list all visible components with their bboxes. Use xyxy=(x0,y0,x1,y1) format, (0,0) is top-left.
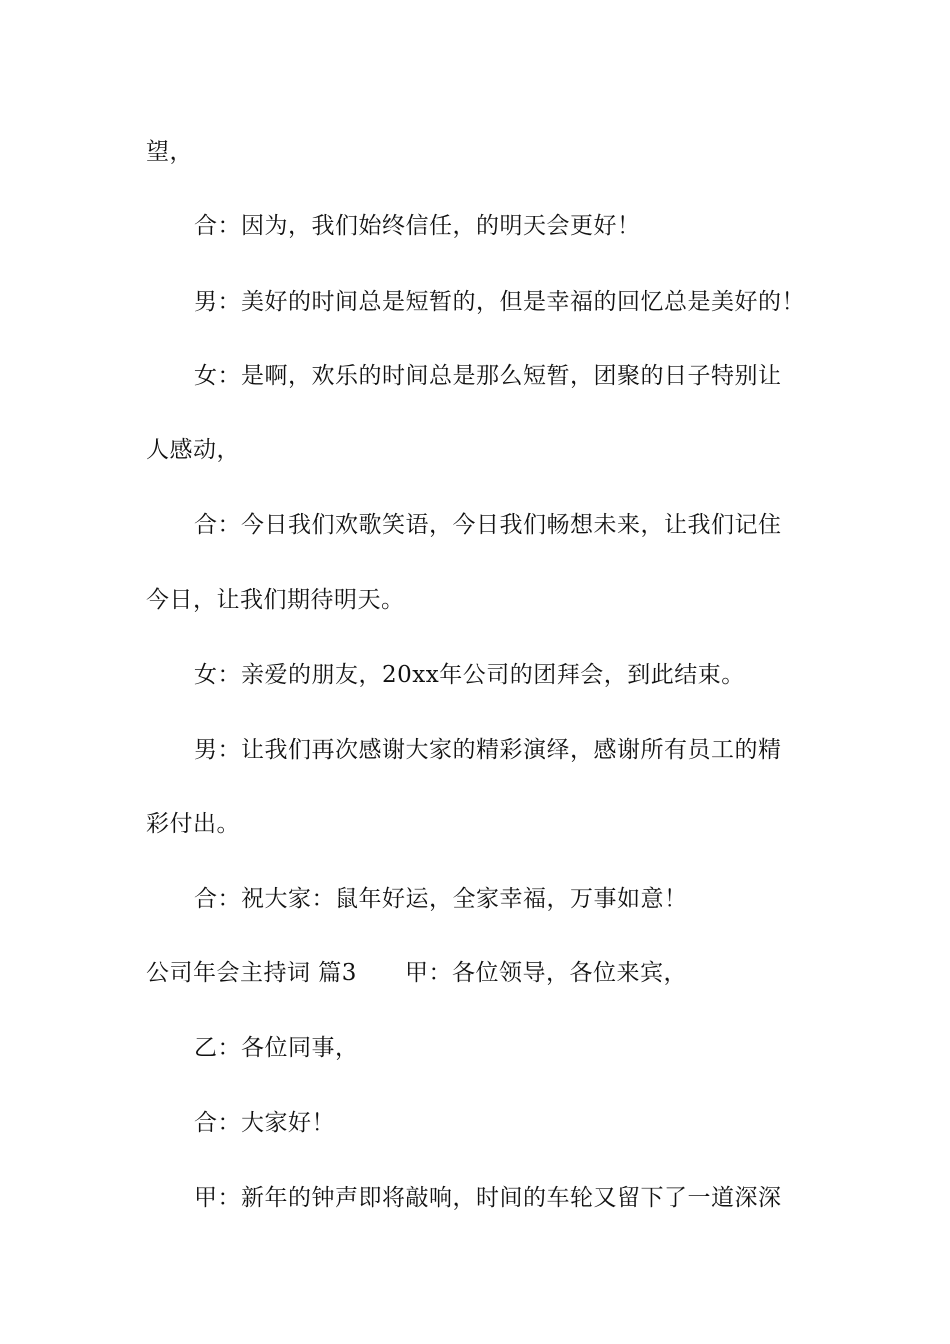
paragraph-line: 合：今日我们欢歌笑语，今日我们畅想未来，让我们记住 xyxy=(194,512,782,538)
paragraph-line: 男：让我们再次感谢大家的精彩演绎，感谢所有员工的精 xyxy=(194,737,782,763)
paragraph-line: 女：亲爱的朋友，20xx年公司的团拜会，到此结束。 xyxy=(194,662,745,688)
paragraph-line: 合：祝大家：鼠年好运，全家幸福，万事如意！ xyxy=(194,886,688,912)
paragraph-line: 合：因为，我们始终信任，的明天会更好！ xyxy=(194,213,641,239)
paragraph-line: 甲：新年的钟声即将敲响，时间的车轮又留下了一道深深 xyxy=(194,1185,782,1211)
paragraph-line: 人感动， xyxy=(146,437,240,463)
section-first-line: 甲：各位领导，各位来宾， xyxy=(404,960,687,986)
paragraph-line: 女：是啊，欢乐的时间总是那么短暂，团聚的日子特别让 xyxy=(194,363,782,389)
paragraph-line: 望， xyxy=(146,139,193,165)
paragraph-line: 今日，让我们期待明天。 xyxy=(146,587,405,613)
paragraph-line: 合：大家好！ xyxy=(194,1110,335,1136)
paragraph-line: 乙：各位同事， xyxy=(194,1035,359,1061)
section-heading: 公司年会主持词 篇3 xyxy=(146,960,357,986)
section-heading-line xyxy=(146,957,687,989)
paragraph-line: 男：美好的时间总是短暂的，但是幸福的回忆总是美好的！ xyxy=(194,289,805,315)
paragraph-line: 彩付出。 xyxy=(146,811,240,837)
